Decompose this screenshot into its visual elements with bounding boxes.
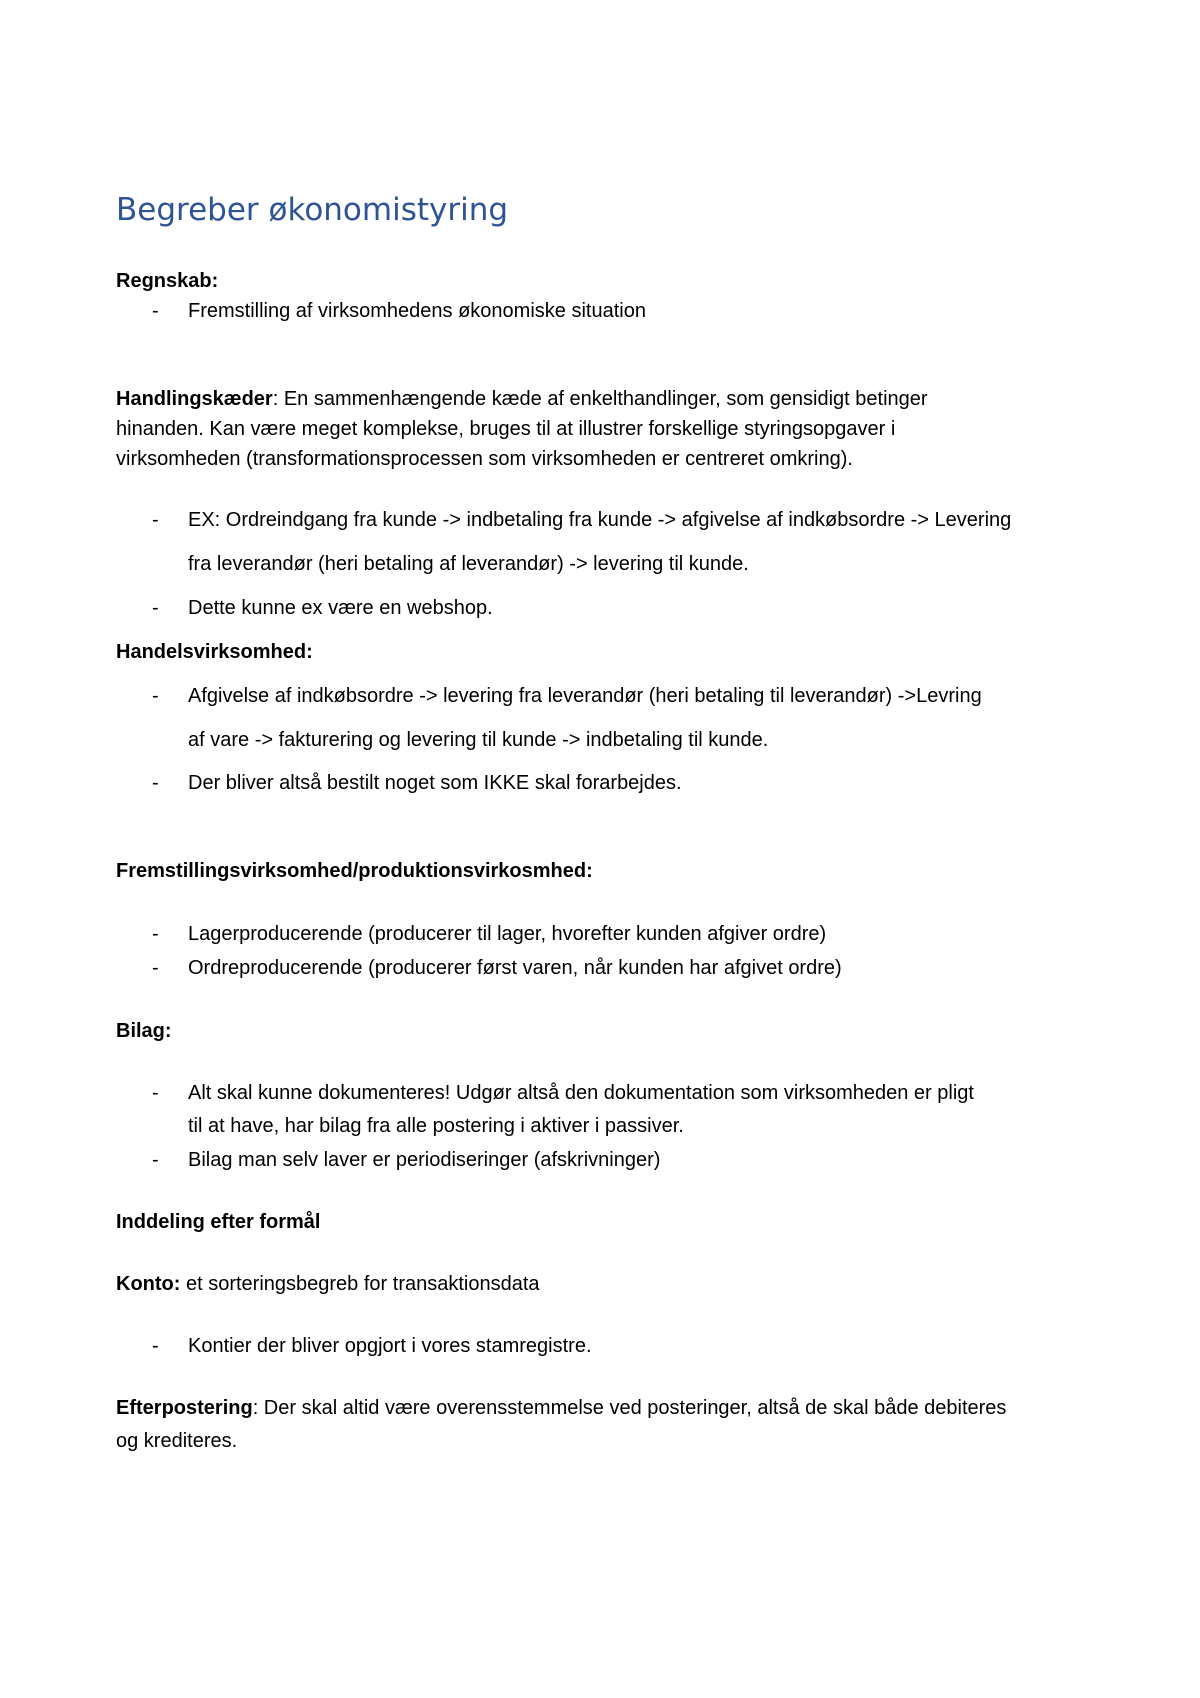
handlingskaeder-bullet-1-line-1: EX: Ordreindgang fra kunde -> indbetaling fra kunde -> afgivelse af indkøbsordre -> Levering (188, 509, 1012, 531)
bullet-dash: - (152, 300, 159, 322)
handelsvirksomhed-heading: Handelsvirksomhed: (116, 641, 313, 663)
efterpostering-text-2: og krediteres. (116, 1430, 238, 1452)
bilag-bullet-1-line-2: til at have, har bilag fra alle postering i aktiver i passiver. (188, 1115, 684, 1137)
handlingskaeder-bullet-1-line-2: fra leverandør (heri betaling af leverandør) -> levering til kunde. (188, 553, 749, 575)
bullet-dash: - (152, 1149, 159, 1171)
bullet-dash: - (152, 772, 159, 794)
handlingskaeder-text-3: virksomheden (transformationsprocessen som virksomheden er centreret omkring). (116, 448, 853, 470)
bullet-dash: - (152, 923, 159, 945)
handlingskaeder-text-1: En sammenhængende kæde af enkelthandlinger, som gensidigt betinger (278, 388, 928, 410)
efterpostering-text-1: Der skal altid være overensstemmelse ved posteringer, altså de skal både debiteres (258, 1397, 1007, 1419)
fremstilling-heading: Fremstillingsvirksomhed/produktionsvirkosmhed: (116, 860, 593, 882)
handelsvirksomhed-bullet-1-line-1: Afgivelse af indkøbsordre -> levering fra leverandør (heri betaling til leverandør) ->Levring (188, 685, 982, 707)
konto-bullet-1: Kontier der bliver opgjort i vores stamregistre. (188, 1335, 592, 1357)
bullet-dash: - (152, 597, 159, 619)
bullet-dash: - (152, 1335, 159, 1357)
handelsvirksomhed-bullet-1-line-2: af vare -> fakturering og levering til kunde -> indbetaling til kunde. (188, 729, 769, 751)
regnskab-heading: Regnskab: (116, 270, 219, 292)
efterpostering-colon: : (252, 1397, 259, 1419)
handlingskaeder-heading: Handlingskæder (116, 388, 273, 410)
handlingskaeder-colon: : (272, 388, 279, 410)
bullet-dash: - (152, 509, 159, 531)
konto-heading: Konto: (116, 1273, 181, 1295)
konto-text: et sorteringsbegreb for transaktionsdata (180, 1273, 540, 1295)
konto-paragraph (116, 1269, 540, 1299)
bilag-heading: Bilag: (116, 1020, 172, 1042)
bullet-dash: - (152, 1082, 159, 1104)
efterpostering-paragraph-line-1 (116, 1393, 1006, 1423)
fremstilling-bullet-2: Ordreproducerende (producerer først varen, når kunden har afgivet ordre) (188, 957, 842, 979)
handlingskaeder-bullet-2: Dette kunne ex være en webshop. (188, 597, 493, 619)
efterpostering-heading: Efterpostering (116, 1397, 253, 1419)
bullet-dash: - (152, 957, 159, 979)
handlingskaeder-text-2: hinanden. Kan være meget komplekse, bruges til at illustrer forskellige styringsopgaver i (116, 418, 896, 440)
fremstilling-bullet-1: Lagerproducerende (producerer til lager, hvorefter kunden afgiver ordre) (188, 923, 827, 945)
regnskab-bullet-1: Fremstilling af virksomhedens økonomiske situation (188, 300, 646, 322)
inddeling-heading: Inddeling efter formål (116, 1211, 321, 1233)
page-title: Begreber økonomistyring (116, 192, 509, 228)
handelsvirksomhed-bullet-2: Der bliver altså bestilt noget som IKKE skal forarbejdes. (188, 772, 682, 794)
handlingskaeder-paragraph-line-1 (116, 384, 928, 414)
bilag-bullet-2: Bilag man selv laver er periodiseringer (afskrivninger) (188, 1149, 661, 1171)
bilag-bullet-1-line-1: Alt skal kunne dokumenteres! Udgør altså den dokumentation som virksomheden er pligt (188, 1082, 974, 1104)
bullet-dash: - (152, 685, 159, 707)
